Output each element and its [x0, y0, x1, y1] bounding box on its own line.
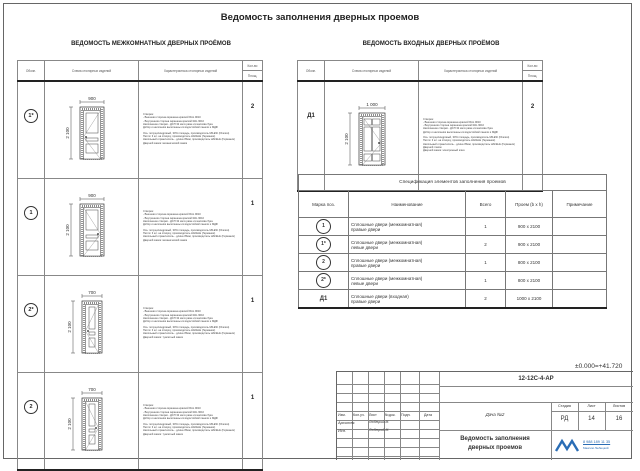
- door-characteristics-cell: [139, 276, 243, 373]
- spec-opening: 900 x 2100: [506, 218, 553, 236]
- stage-value: РД: [560, 416, 569, 422]
- door-elevation-drawing: [45, 94, 139, 162]
- door-elevation-drawing: [45, 288, 139, 356]
- characteristics-line: Напольный ограничитель - длина 35мм, производитель HAFELE (Германия): [143, 138, 235, 142]
- spec-name-cell: [349, 236, 466, 254]
- door-row: [18, 81, 263, 179]
- door-characteristics-cell: [139, 179, 243, 276]
- spec-row: [299, 254, 607, 272]
- spec-side: правые двери: [351, 262, 381, 268]
- characteristics-line: Дверной замок: механический замок: [143, 238, 188, 242]
- col-floor-header: Площ.: [243, 71, 263, 82]
- door-row: [18, 179, 263, 276]
- door-scheme-cell: [45, 373, 139, 471]
- object-name: Дача №2: [485, 412, 505, 417]
- characteristics-line: Ось: полуцилиндровый, 30% площадь, производитель MILESI (Италия): [143, 325, 230, 329]
- spec-mark: 2: [316, 255, 331, 270]
- characteristics-text: [143, 113, 238, 129]
- door-handle-icon: [95, 427, 97, 429]
- characteristics-text: [143, 307, 238, 323]
- characteristics-line: Дверной замок: механический замок: [143, 141, 188, 145]
- characteristics-line: Добор и наличники выполнены из водостойкой панели и МДФ: [143, 417, 218, 421]
- spec-mark: 1: [316, 219, 331, 234]
- width-dimension-label: 700: [88, 386, 96, 392]
- spec-note: [553, 254, 607, 272]
- interior-doors-table: [17, 60, 263, 471]
- characteristics-line: Дверной глазок: [423, 145, 442, 149]
- stamp-column-header: Лист: [369, 413, 377, 417]
- spec-mark-cell: [299, 218, 349, 236]
- characteristics-text: [143, 132, 238, 145]
- characteristics-line: - Внутренняя сторона окрашена краской RAL 9010: [143, 216, 205, 220]
- width-dimension-label: 700: [88, 289, 96, 295]
- characteristics-line: Наполнение створки - ДСП 32 мм в раме из массива бука: [423, 127, 493, 131]
- characteristics-line: Створка:: [143, 307, 154, 311]
- sheet-title-line-1: Ведомость заполнения: [460, 436, 530, 442]
- characteristics-line: Дверной замок: электронный ключ: [423, 149, 465, 153]
- characteristics-text: [143, 210, 238, 226]
- col-characteristics-header: Характеристика столярных изделий: [419, 61, 523, 82]
- characteristics-line: Напольный ограничитель - длина 35мм, производитель HAFELE (Германия): [423, 142, 515, 146]
- characteristics-line: Наполнение створки - ДСП 32 мм в раме из массива бука: [143, 317, 213, 321]
- col-qty-header: Кол-во: [523, 61, 543, 71]
- door-mark-cell: [18, 179, 45, 276]
- height-dimension-label: 2 100: [344, 132, 349, 145]
- characteristics-line: Напольный ограничитель - длина 35мм, производитель HAFELE (Германия): [143, 429, 235, 433]
- stamp-grid-line: [439, 430, 633, 431]
- col-mark-header: Обозн.: [18, 61, 45, 82]
- characteristics-line: Петли: 3 шт. на створку, производитель HAFELE (Германия): [143, 231, 216, 235]
- sheet-label: Лист: [587, 404, 596, 408]
- spec-name: Сплошные двери (межкомнатная): [351, 221, 423, 227]
- stamp-grid-line: [337, 393, 439, 394]
- stamp-role: Архитек.: [338, 420, 356, 425]
- spec-col-name: Наименование: [349, 191, 466, 218]
- door-scheme-cell: [45, 179, 139, 276]
- spec-mark-cell: [299, 290, 349, 309]
- characteristics-line: Напольный ограничитель - длина 35мм, производитель HAFELE (Германия): [143, 332, 235, 336]
- spec-name: Сплошные двери (межкомнатная): [351, 275, 423, 281]
- stamp-grid-line: [337, 447, 439, 448]
- spec-side: правые двери: [351, 226, 381, 232]
- spec-opening: 1000 x 2100: [506, 290, 553, 309]
- col-scheme-header: Схема столярных изделий: [45, 61, 139, 82]
- spec-row: [299, 272, 607, 290]
- door-qty: 1: [243, 373, 263, 471]
- characteristics-line: Петли: 3 шт. на створку, производитель HAFELE (Германия): [143, 328, 216, 332]
- height-dimension-label: 2 100: [67, 320, 72, 333]
- stamp-grid-line: [337, 456, 439, 457]
- characteristics-line: - Внешняя сторона окрашена краской RAL 9010: [143, 310, 201, 314]
- height-dimension-label: 2 100: [65, 223, 70, 236]
- spec-row: [299, 236, 607, 254]
- elevation-mark: ±0.000=+41.720: [575, 363, 623, 370]
- col-mark-header: Обозн.: [298, 61, 325, 82]
- door-row: [18, 373, 263, 471]
- spec-mark-cell: [299, 236, 349, 254]
- spec-name-cell: [349, 218, 466, 236]
- spec-opening: 800 x 2100: [506, 254, 553, 272]
- characteristics-line: Ось: полуцилиндровый, 30% площадь, производитель MILESI (Италия): [143, 228, 230, 232]
- characteristics-line: Створка:: [423, 117, 434, 121]
- door-qty: 2: [523, 81, 543, 191]
- spec-mark: Д1: [319, 295, 328, 302]
- characteristics-line: Петли: 3 шт. на створку, производитель HAFELE (Германия): [423, 139, 496, 143]
- spec-total: 1: [466, 254, 506, 272]
- height-dimension-label: 2 100: [67, 417, 72, 430]
- characteristics-line: - Внутренняя сторона окрашена краской RAL 9010: [423, 124, 485, 128]
- door-elevation-drawing: [45, 191, 139, 259]
- spec-total: 1: [466, 218, 506, 236]
- logo-subtitle: Максим Любецкий: [583, 446, 609, 450]
- spec-name: Сплошные двери (межкомнатная): [351, 257, 423, 263]
- spec-row: [299, 218, 607, 236]
- door-handle-icon: [87, 330, 89, 332]
- characteristics-line: Ось: полуцилиндровый, 30% площадь, производитель MILESI (Италия): [143, 422, 230, 426]
- stamp-column-header: №док.: [385, 413, 396, 417]
- spec-row: [299, 290, 607, 309]
- characteristics-line: - Внешняя сторона окрашена краской RAL 9010: [143, 213, 201, 217]
- spec-col-note: Примечание: [553, 191, 607, 218]
- sheets-total: 16: [615, 416, 623, 422]
- stamp-person-name: Любецкий М.: [369, 428, 390, 432]
- characteristics-line: Наполнение створки - ДСП 32 мм в раме из массива бука: [143, 414, 213, 418]
- spec-note: [553, 236, 607, 254]
- characteristics-line: Наполнение створки - ДСП 32 мм в раме из массива бука: [143, 220, 213, 224]
- width-dimension-label: 900: [88, 192, 96, 198]
- door-mark: 1: [24, 206, 38, 220]
- spec-title: Спецификация элементов заполнения проемов: [299, 175, 607, 191]
- spec-side: левые двери: [351, 244, 378, 250]
- door-mark: 2*: [24, 303, 38, 317]
- characteristics-line: - Внешняя сторона окрашена краской RAL 9010: [143, 116, 201, 120]
- door-qty: 1: [243, 179, 263, 276]
- sheet-title-line-2: дверных проемов: [467, 445, 523, 451]
- stamp-grid-line: [337, 402, 439, 403]
- characteristics-line: Наполнение створки - ДСП 32 мм в раме из массива бука: [143, 123, 213, 127]
- door-handle-icon: [378, 142, 380, 144]
- door-mark-cell: [18, 81, 45, 179]
- spec-name-cell: [349, 254, 466, 272]
- page-title: Ведомость заполнения дверных проемов: [220, 12, 420, 23]
- spec-col-mark: Марка поз.: [299, 191, 349, 218]
- spec-mark-cell: [299, 272, 349, 290]
- width-dimension-label: 1 000: [366, 101, 378, 107]
- spec-opening: 800 x 2100: [506, 272, 553, 290]
- characteristics-line: Створка:: [143, 210, 154, 214]
- characteristics-line: - Внутренняя сторона окрашена краской RAL 9010: [143, 313, 205, 317]
- stamp-grid-line: [551, 411, 633, 412]
- stamp-grid-line: [337, 411, 439, 412]
- col-qty-header: Кол-во: [243, 61, 263, 71]
- col-scheme-header: Схема столярных изделий: [325, 61, 419, 82]
- col-characteristics-header: Характеристика столярных изделий: [139, 61, 243, 82]
- characteristics-line: Дверной замок: туалетный замок: [143, 432, 183, 436]
- entrance-doors-table: [297, 60, 543, 192]
- door-leaf: [363, 116, 382, 165]
- company-logo-icon: [555, 438, 581, 452]
- characteristics-text: [423, 118, 518, 134]
- stamp-column-header: Кол.уч.: [353, 413, 365, 417]
- characteristics-line: - Внутренняя сторона окрашена краской RAL 9010: [143, 119, 205, 123]
- door-handle-icon: [97, 233, 99, 235]
- height-dimension-label: 2 100: [65, 126, 70, 139]
- spec-opening: 900 x 2100: [506, 236, 553, 254]
- door-handle-icon: [85, 136, 87, 138]
- spec-name: Сплошные двери (межкомнатная): [351, 239, 423, 245]
- characteristics-line: Створка:: [143, 404, 154, 408]
- characteristics-line: - Внешняя сторона окрашена краской RAL 9010: [423, 120, 481, 124]
- door-mark: Д1: [307, 113, 315, 119]
- door-mark: 1*: [24, 109, 38, 123]
- characteristics-text: [143, 423, 238, 436]
- spec-side: левые двери: [351, 280, 378, 286]
- characteristics-text: [143, 229, 238, 242]
- logo-phone: 8 988 189 11 35: [583, 440, 611, 444]
- entrance-doors-heading: ВЕДОМОСТЬ ВХОДНЫХ ДВЕРНЫХ ПРОЁМОВ: [362, 41, 500, 47]
- characteristics-line: Ось: полуцилиндровый, 30% площадь, производитель MILESI (Италия): [143, 131, 230, 135]
- spec-mark-cell: [299, 254, 349, 272]
- characteristics-line: - Внешняя сторона окрашена краской RAL 9010: [143, 407, 201, 411]
- characteristics-line: Добор и наличники выполнены из водостойкой панели и МДФ: [143, 223, 218, 227]
- interior-doors-heading: ВЕДОМОСТЬ МЕЖКОМНАТНЫХ ДВЕРНЫХ ПРОЁМОВ: [71, 41, 231, 47]
- spec-col-total: Всего: [466, 191, 506, 218]
- characteristics-line: Петли: 3 шт. на створку, производитель HAFELE (Германия): [143, 425, 216, 429]
- spec-total: 2: [466, 236, 506, 254]
- spec-side: правые двери: [351, 298, 381, 304]
- door-mark-cell: [18, 373, 45, 471]
- spec-note: [553, 290, 607, 309]
- spec-name-cell: [349, 272, 466, 290]
- characteristics-line: Добор и наличники выполнены из водостойкой панели и МДФ: [143, 320, 218, 324]
- characteristics-line: Напольный ограничитель - длина 35мм, производитель HAFELE (Германия): [143, 235, 235, 239]
- door-row: [18, 276, 263, 373]
- stamp-grid-line: [439, 402, 633, 403]
- characteristics-text: [423, 136, 518, 152]
- spec-note: [553, 218, 607, 236]
- sheets-label: Листов: [612, 404, 626, 408]
- characteristics-text: [143, 326, 238, 339]
- stamp-grid-line: [337, 438, 439, 439]
- characteristics-text: [143, 404, 238, 420]
- characteristics-line: Ось: полуцилиндровый, 30% площадь, производитель MILESI (Италия): [423, 136, 510, 139]
- width-dimension-label: 900: [88, 95, 96, 101]
- stamp-column-header: Подп.: [401, 413, 411, 417]
- spec-name-cell: [349, 290, 466, 309]
- door-mark: 2: [24, 400, 38, 414]
- characteristics-line: Добор и наличники выполнены из водостойкой панели и МДФ: [143, 126, 218, 130]
- characteristics-line: - Внутренняя сторона окрашена краской RAL 9010: [143, 410, 205, 414]
- door-elevation-drawing: [45, 385, 139, 453]
- project-code: 12-12С-4-АР: [518, 376, 554, 382]
- door-characteristics-cell: [139, 81, 243, 179]
- title-block: [336, 371, 633, 460]
- spec-note: [553, 272, 607, 290]
- door-qty: 1: [243, 276, 263, 373]
- sheet-number: 14: [588, 416, 595, 422]
- stamp-grid-line: [337, 384, 439, 385]
- stamp-role: Исп.: [338, 428, 347, 433]
- spec-col-opening: Проем (b x h): [506, 191, 553, 218]
- stamp-grid-line: [439, 386, 633, 387]
- spec-total: 2: [466, 290, 506, 309]
- spec-mark: 2*: [316, 273, 331, 288]
- stamp-person-name: Любецкий М.: [369, 420, 390, 424]
- characteristics-line: Добор и наличники выполнены из водостойкой панели и МДФ: [423, 130, 498, 134]
- door-mark-cell: [18, 276, 45, 373]
- spec-total: 1: [466, 272, 506, 290]
- col-floor-header: Площ.: [523, 71, 543, 82]
- characteristics-line: Дверной замок: туалетный замок: [143, 335, 183, 339]
- door-scheme-cell: [45, 81, 139, 179]
- characteristics-line: Петли: 3 шт. на створку, производитель HAFELE (Германия): [143, 134, 216, 138]
- door-elevation-drawing: [325, 100, 419, 168]
- spec-name: Сплошные двери (входная): [351, 293, 409, 299]
- door-scheme-cell: [45, 276, 139, 373]
- door-qty: 2: [243, 81, 263, 179]
- spec-mark: 1*: [316, 237, 331, 252]
- door-characteristics-cell: [139, 373, 243, 471]
- specification-table: [298, 174, 607, 309]
- stamp-column-header: Дата: [424, 413, 432, 417]
- characteristics-line: Створка:: [143, 113, 154, 117]
- stage-label: Стадия: [558, 404, 571, 408]
- stamp-column-header: Изм.: [338, 413, 346, 417]
